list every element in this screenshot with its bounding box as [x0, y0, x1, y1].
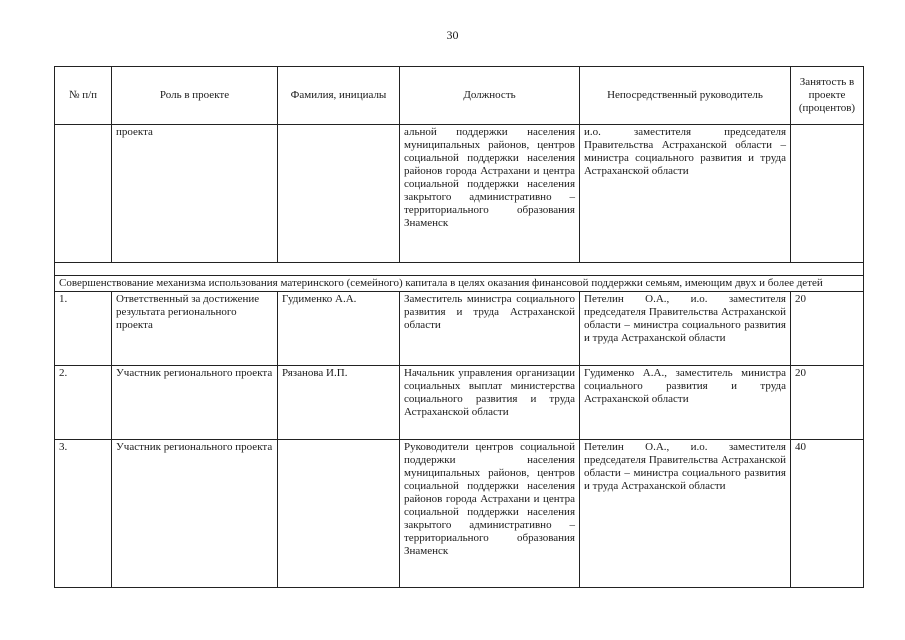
cell-role: Участник регионального проекта	[112, 366, 278, 440]
cell-name	[278, 440, 400, 588]
header-position: Должность	[400, 67, 580, 125]
cell-num: 1.	[55, 292, 112, 366]
spacer-row	[55, 263, 864, 276]
spacer-cell	[55, 263, 864, 276]
cell-role: проекта	[112, 125, 278, 263]
cell-manager: Гудименко А.А., заместитель министра социального развития и труда Астраханской области	[580, 366, 791, 440]
cell-name: Гудименко А.А.	[278, 292, 400, 366]
table-row	[55, 440, 864, 588]
cell-position: Руководители центров социальной поддержки населения муниципальных районов, центров социальной поддержки населения районов города Астрахани и центра социальной поддержки населения закрытого административно – территориального образования Знаменск	[400, 440, 580, 588]
cell-manager: Петелин О.А., и.о. заместителя председателя Правительства Астраханской области – министра социального развития и труда Астраханской области	[580, 440, 791, 588]
cell-position: Заместитель министра социального развития и труда Астраханской области	[400, 292, 580, 366]
table-row	[55, 292, 864, 366]
header-manager: Непосредственный руководитель	[580, 67, 791, 125]
cell-load: 20	[791, 366, 864, 440]
table-header-row	[55, 67, 864, 125]
cell-num: 3.	[55, 440, 112, 588]
header-name: Фамилия, инициалы	[278, 67, 400, 125]
cell-load	[791, 125, 864, 263]
cell-load: 20	[791, 292, 864, 366]
cell-position: Начальник управления организации социальных выплат министерства социального развития и труда Астраханской области	[400, 366, 580, 440]
header-role: Роль в проекте	[112, 67, 278, 125]
cell-manager: Петелин О.А., и.о. заместителя председателя Правительства Астраханской области – министра социального развития и труда Астраханской области	[580, 292, 791, 366]
cell-load: 40	[791, 440, 864, 588]
section-title: Совершенствование механизма использования материнского (семейного) капитала в целях оказания финансовой поддержки семьям, имеющим двух и более детей	[55, 276, 864, 292]
cell-name	[278, 125, 400, 263]
cell-num: 2.	[55, 366, 112, 440]
table-row-continuation	[55, 125, 864, 263]
section-title-row	[55, 276, 864, 292]
header-num: № п/п	[55, 67, 112, 125]
cell-num	[55, 125, 112, 263]
table-row	[55, 366, 864, 440]
cell-role: Ответственный за достижение результата регионального проекта	[112, 292, 278, 366]
cell-position: альной поддержки населения муниципальных районов, центров социальной поддержки населения районов города Астрахани и центра социальной поддержки населения закрытого административно – территориального образования Знаменск	[400, 125, 580, 263]
project-staff-table	[54, 66, 864, 588]
cell-role: Участник регионального проекта	[112, 440, 278, 588]
cell-manager: и.о. заместителя председателя Правительства Астраханской области – министра социального развития и труда Астраханской области	[580, 125, 791, 263]
header-load: Занятость в проекте (процентов)	[791, 67, 864, 125]
cell-name: Рязанова И.П.	[278, 366, 400, 440]
page-number: 30	[446, 28, 459, 42]
